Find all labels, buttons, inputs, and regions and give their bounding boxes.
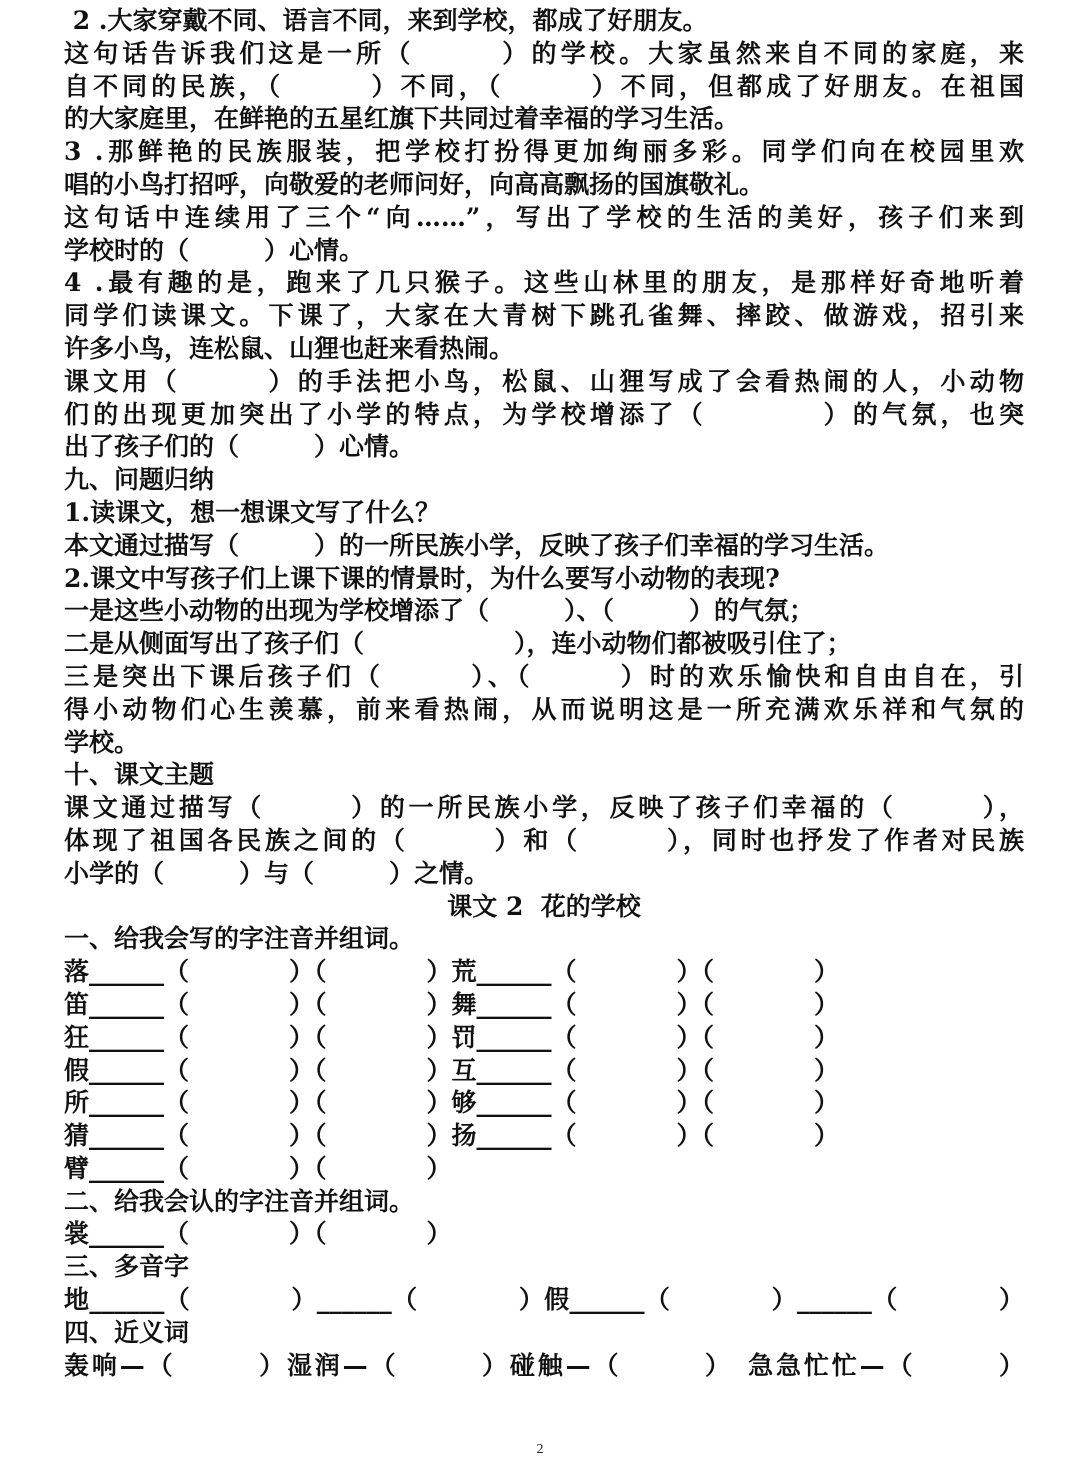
- text-line: 自不同的民族，（ ）不同，（ ）不同，但都成了好朋友。在祖国: [64, 71, 1024, 101]
- text-line: 得小动物们心生羡慕，前来看热闹，从而说明这是一所充满欢乐祥和气氛的: [64, 694, 1024, 724]
- worksheet-text: [64, 5, 1024, 1382]
- word-row: 狂______（ ）（ ）罚______（ ）（ ）: [64, 1022, 840, 1052]
- text-line: 小学的（ ）与（ ）之情。: [64, 858, 490, 888]
- question-1: 1.读课文，想一想课文写了什么？: [64, 497, 441, 527]
- text-line: 二是从侧面写出了孩子们（ ），连小动物们都被吸引住了；: [64, 629, 852, 659]
- section-heading-9: 九、问题归纳: [64, 465, 215, 495]
- section-heading-4: 四、近义词: [64, 1317, 190, 1347]
- question-3-heading: 3 .那鲜艳的民族服装，把学校打扮得更加绚丽多彩。同学们向在校园里欢: [64, 137, 1024, 167]
- page-number: 2: [536, 1442, 544, 1457]
- text-line: 三是突出下课后孩子们（ ）、（ ）时的欢乐愉快和自由自在，引: [64, 661, 1024, 691]
- text-line: 这句话中连续用了三个“向……”，写出了学校的生活的美好，孩子们来到: [64, 202, 1024, 232]
- text-line: 体现了祖国各民族之间的（ ）和（ ），同时也抒发了作者对民族: [64, 825, 1024, 855]
- section-heading-2: 二、给我会认的字注音并组词。: [64, 1186, 415, 1216]
- word-row: 落______（ ）（ ）荒______（ ）（ ）: [64, 957, 840, 987]
- polyphone-row: 地______（ ）______（ ）假______（ ）______（ ）: [64, 1285, 1024, 1315]
- question-4-heading: 4 .最有趣的是，跑来了几只猴子。这些山林里的朋友，是那样好奇地听着: [64, 268, 1024, 298]
- lesson-title: 课文 2 花的学校: [447, 891, 641, 921]
- word-row: 所______（ ）（ ）够______（ ）（ ）: [64, 1088, 840, 1118]
- section-heading-10: 十、课文主题: [64, 760, 215, 790]
- text-line: 本文通过描写（ ）的一所民族小学，反映了孩子们幸福的学习生活。: [64, 530, 890, 560]
- text-line: 这句话告诉我们这是一所（ ）的学校。大家虽然来自不同的家庭，来: [64, 38, 1024, 68]
- text-line: 课文用（ ）的手法把小鸟，松鼠、山狸写成了会看热闹的人，小动物: [64, 366, 1024, 396]
- text-line: 许多小鸟，连松鼠、山狸也赶来看热闹。: [64, 333, 515, 363]
- text-line: 唱的小鸟打招呼，向敬爱的老师问好，向高高飘扬的国旗敬礼。: [64, 169, 765, 199]
- question-2: 2.课文中写孩子们上课下课的情景时，为什么要写小动物的表现?: [64, 563, 780, 593]
- word-row: 裳______（ ）（ ）: [64, 1219, 452, 1249]
- question-2-heading: 2 .大家穿戴不同、语言不同，来到学校，都成了好朋友。: [64, 6, 708, 35]
- section-heading-3: 三、多音字: [64, 1252, 190, 1282]
- text-line: 的大家庭里，在鲜艳的五星红旗下共同过着幸福的学习生活。: [64, 104, 740, 134]
- word-row: 笛______（ ）（ ）舞______（ ）（ ）: [64, 989, 840, 1019]
- synonym-row: 轰响—（ ）湿润—（ ）碰触—（ ） 急急忙忙—（ ）: [64, 1350, 1024, 1380]
- text-line: 出了孩子们的（ ）心情。: [64, 432, 415, 462]
- word-row: 臂______（ ）（ ）: [64, 1153, 452, 1183]
- text-line: 课文通过描写（ ）的一所民族小学，反映了孩子们幸福的（ ），: [64, 793, 1024, 823]
- text-line: 学校。: [64, 727, 140, 757]
- section-heading-1: 一、给我会写的字注音并组词。: [64, 924, 415, 954]
- text-line: 学校时的（ ）心情。: [64, 235, 365, 265]
- text-line: 同学们读课文。下课了，大家在大青树下跳孔雀舞、摔跤、做游戏，招引来: [64, 301, 1024, 331]
- word-row: 假______（ ）（ ）互______（ ）（ ）: [64, 1055, 840, 1085]
- word-row: 猜______（ ）（ ）扬______（ ）（ ）: [64, 1121, 840, 1151]
- text-line: 一是这些小动物的出现为学校增添了（ ）、（ ）的气氛；: [64, 596, 815, 626]
- text-line: 们的出现更加突出了小学的特点，为学校增添了（ ）的气氛，也突: [64, 399, 1024, 429]
